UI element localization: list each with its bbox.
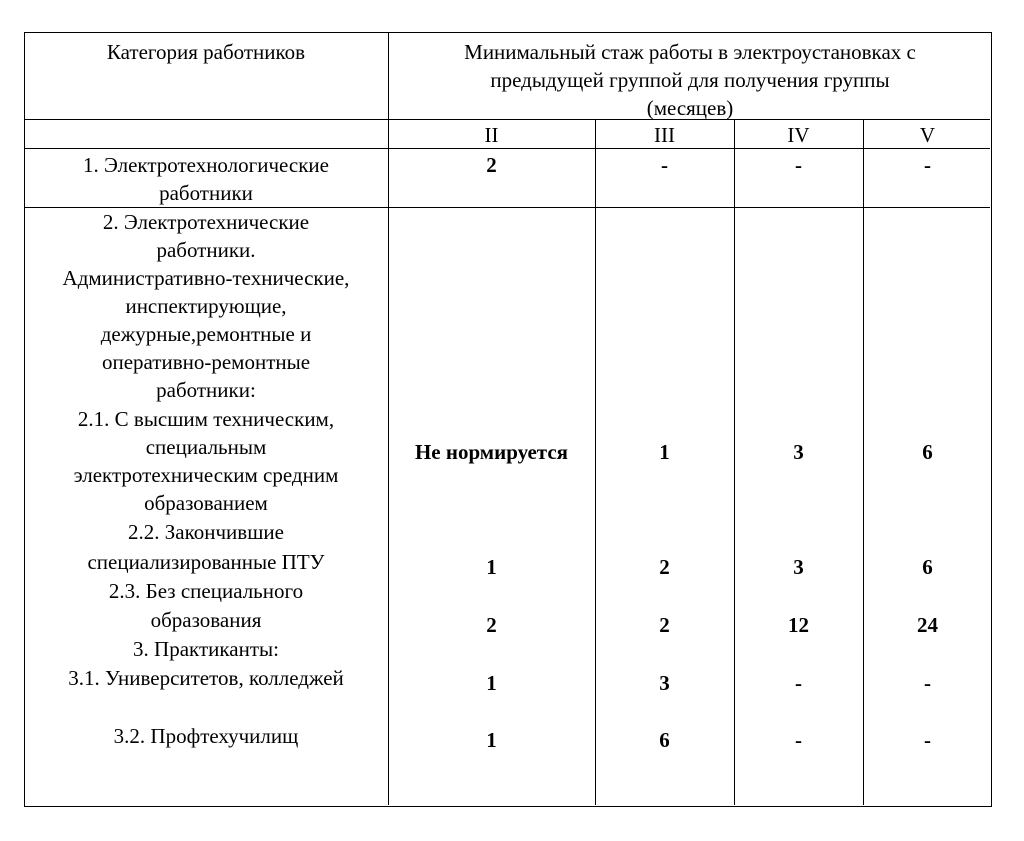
row2-label-line-6: оперативно-ремонтные	[101, 350, 311, 374]
row2-3-value-iii: 2	[659, 613, 670, 637]
header-experience-line-3: (месяцев)	[646, 96, 734, 120]
row2-1-value-iii: 1	[659, 440, 670, 464]
row2-1-value-v: 6	[922, 440, 933, 464]
row2-label-line-14: 2.3. Без специального	[108, 579, 304, 603]
row1-value-ii: 2	[486, 153, 497, 177]
row1-value-v: -	[924, 153, 931, 177]
row2-1-value-iv: 3	[793, 440, 804, 464]
row3-1-value-iv: -	[795, 671, 802, 695]
row1-label-line-1: 1. Электротехнологические	[83, 153, 329, 177]
row2-label-line-10: электротехническим средним	[73, 463, 339, 487]
header-experience-line-1: Минимальный стаж работы в электроустановках с	[464, 40, 916, 64]
row2-label-line-13: специализированные ПТУ	[87, 550, 325, 574]
header-group-v: V	[919, 123, 936, 147]
row3-1-value-ii: 1	[486, 671, 497, 695]
row2-1-value-ii: Не нормируется	[414, 440, 569, 464]
row2-3-value-iv: 12	[788, 613, 809, 637]
row3-1-value-v: -	[924, 671, 931, 695]
row3-2-value-v: -	[924, 728, 931, 752]
row2-label-line-1: 2. Электротехнические	[102, 210, 310, 234]
header-group-ii: II	[484, 123, 499, 147]
header-group-iv: IV	[787, 123, 810, 147]
row3-2-value-iv: -	[795, 728, 802, 752]
row2-label-line-2: работники.	[156, 238, 256, 262]
row2-label-line-17: 3.1. Университетов, колледжей	[68, 666, 344, 690]
row1-value-iv: -	[795, 153, 802, 177]
row2-2-value-iv: 3	[793, 555, 804, 579]
row2-label-line-7: работники:	[156, 378, 256, 402]
row2-label-line-5: дежурные,ремонтные и	[100, 322, 312, 346]
row2-2-value-iii: 2	[659, 555, 670, 579]
row2-label-line-12: 2.2. Закончившие	[128, 520, 284, 544]
row2-label-line-11: образованием	[144, 491, 268, 515]
row2-3-value-v: 24	[917, 613, 938, 637]
row2-2-value-v: 6	[922, 555, 933, 579]
row2-label-line-16: 3. Практиканты:	[133, 637, 279, 661]
row2-label-line-8: 2.1. С высшим техническим,	[77, 407, 335, 431]
row2-label-line-3: Административно-технические,	[62, 266, 350, 290]
row2-3-value-ii: 2	[486, 613, 497, 637]
row3-2-value-ii: 1	[486, 728, 497, 752]
row2-label-line-9: специальным	[145, 435, 267, 459]
row2-2-value-ii: 1	[486, 555, 497, 579]
row1-label-line-2: работники	[159, 181, 253, 205]
row2-label-line-15: образования	[150, 608, 262, 632]
header-experience-line-2: предыдущей группой для получения группы	[490, 68, 890, 92]
row2-label-line-18: 3.2. Профтехучилищ	[113, 724, 299, 748]
row2-label-line-4: инспектирующие,	[125, 294, 287, 318]
header-category: Категория работников	[106, 40, 306, 64]
row3-2-value-iii: 6	[659, 728, 670, 752]
header-group-iii: III	[654, 123, 675, 147]
row3-1-value-iii: 3	[659, 671, 670, 695]
row1-value-iii: -	[661, 153, 668, 177]
